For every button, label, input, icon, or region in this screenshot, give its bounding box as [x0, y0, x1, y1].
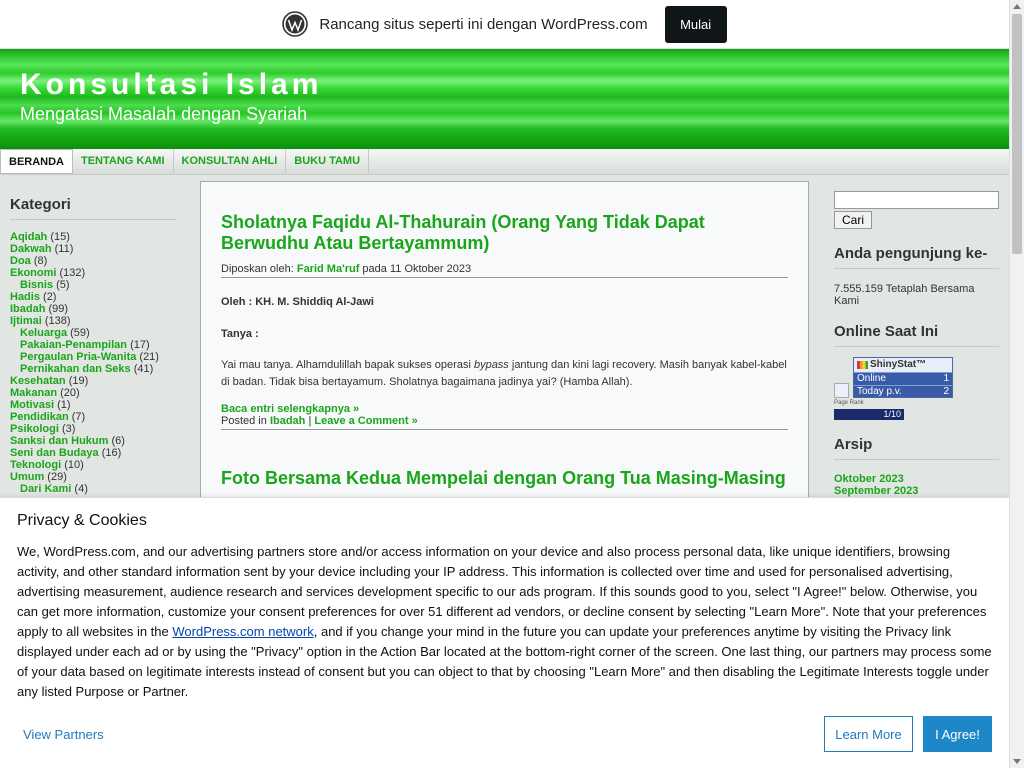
category-item — [10, 267, 176, 279]
category-count: (5) — [56, 279, 70, 291]
category-count: (59) — [70, 327, 90, 339]
pagerank-badge[interactable] — [834, 400, 904, 420]
category-item — [10, 291, 176, 303]
category-link[interactable]: Bisnis — [20, 279, 54, 291]
start-button[interactable]: Mulai — [665, 6, 727, 43]
archive-link-september-2023[interactable]: September 2023 — [834, 485, 919, 497]
category-item — [10, 423, 176, 435]
scroll-down-arrow-icon[interactable] — [1013, 759, 1021, 764]
category-link[interactable]: Motivasi — [10, 399, 55, 411]
cookie-title: Privacy & Cookies — [17, 512, 147, 529]
category-item — [10, 363, 176, 375]
category-item — [10, 375, 176, 387]
read-more-link[interactable]: Baca entri selengkapnya » — [221, 403, 360, 415]
right-sidebar — [834, 191, 999, 497]
category-item — [10, 483, 176, 495]
category-link[interactable]: Keluarga — [20, 327, 68, 339]
pagerank-value: 1/10 — [834, 409, 904, 420]
post-date: 11 Oktober 2023 — [389, 263, 472, 275]
search-input[interactable] — [834, 191, 999, 209]
category-item — [10, 351, 176, 363]
category-link[interactable]: Pernikahan dan Seks — [20, 363, 131, 375]
post-title-2[interactable]: Foto Bersama Kedua Mempelai dengan Orang Tua Masing-Masing — [221, 468, 786, 488]
meta-mid: pada — [362, 263, 387, 275]
wordpress-network-link[interactable]: WordPress.com network — [172, 624, 314, 639]
category-item — [10, 411, 176, 423]
category-count: (20) — [60, 387, 80, 399]
post-author-link[interactable]: Farid Ma'ruf — [296, 263, 360, 275]
category-count: (16) — [101, 447, 122, 459]
page-scrollbar[interactable] — [1009, 0, 1024, 768]
post-title[interactable]: Sholatnya Faqidu Al-Thahurain (Orang Yang Tidak Dapat Berwudhu Atau Bertayammum) — [221, 212, 705, 253]
category-count: (17) — [130, 339, 150, 351]
counter-brand: ShinyStat™ — [870, 359, 927, 370]
category-count: (21) — [139, 351, 159, 363]
counter-today-value: 2 — [943, 386, 949, 397]
category-item — [10, 231, 176, 243]
counter-online-label: Online — [857, 373, 886, 384]
category-link[interactable]: Teknologi — [10, 459, 62, 471]
post-meta — [221, 263, 788, 278]
post-excerpt — [221, 357, 788, 391]
footer-separator: | — [308, 415, 312, 427]
category-count: (2) — [43, 291, 57, 303]
nav-item-buku-tamu[interactable]: BUKU TAMU — [286, 149, 369, 174]
category-count: (1) — [57, 399, 71, 411]
category-widget-title: Kategori — [10, 196, 176, 220]
visitor-widget-title: Anda pengunjung ke- — [834, 245, 999, 269]
excerpt-part-2: jantung dan kini lagi recovery. Masih banyak kabel-kabel di badan. Tidak bisa bertayamum. Sholatnya bagaimana jadinya yai? (Hamba Allah). — [221, 359, 787, 388]
shinystat-counter[interactable] — [853, 357, 953, 398]
category-link[interactable]: Ijtimai — [10, 315, 42, 327]
nav-item-beranda[interactable]: BERANDA — [0, 149, 73, 174]
pagerank-label: Page Rank — [834, 400, 864, 406]
main-content — [200, 181, 809, 511]
category-link[interactable]: Sanksi dan Hukum — [10, 435, 109, 447]
post-footer — [221, 415, 788, 430]
category-link[interactable]: Aqidah — [10, 231, 48, 243]
category-count: (15) — [50, 231, 70, 243]
bar-chart-icon — [857, 361, 868, 369]
wordpress-promo-bar — [0, 0, 1009, 49]
category-item — [10, 339, 176, 351]
visitor-count-text: 7.555.159 Tetaplah Bersama Kami — [834, 283, 975, 307]
category-link[interactable]: Umum — [10, 471, 45, 483]
category-item — [10, 255, 176, 267]
online-widget-title: Online Saat Ini — [834, 323, 999, 347]
category-item — [10, 387, 176, 399]
category-count: (7) — [71, 411, 86, 423]
cookie-text-2: , and if you change your mind in the future you can update your preferences anytime by visiting the Privacy link displayed under each ad or by using the "Privacy" option in the Action Bar located at the bottom-right corner of the screen. One last thing, our partners may process some of your data based on legitimate interests instead of consent but you can object to that by choosing "Learn More" and then disabling the Legitimate Interests toggle under any listed Purpose or Partner. — [17, 624, 992, 699]
archive-widget-title: Arsip — [834, 436, 999, 460]
category-item — [10, 315, 176, 327]
post-question-label: Tanya : — [221, 328, 259, 340]
category-link[interactable]: Kesehatan — [10, 375, 66, 387]
category-link[interactable]: Ekonomi — [10, 267, 57, 279]
category-count: (11) — [54, 243, 74, 255]
post-category-link[interactable]: Ibadah — [269, 415, 306, 427]
excerpt-part-1: Yai mau tanya. Alhamdulillah bapak sukses operasi — [221, 359, 474, 371]
posted-in-label: Posted in — [221, 415, 267, 427]
category-link[interactable]: Dari Kami — [20, 483, 72, 495]
main-nav — [0, 149, 1009, 175]
category-count: (29) — [47, 471, 67, 483]
category-item — [10, 459, 176, 471]
site-header — [0, 49, 1009, 149]
category-link[interactable]: Doa — [10, 255, 31, 267]
category-link[interactable]: Makanan — [10, 387, 58, 399]
category-link[interactable]: Hadis — [10, 291, 40, 303]
privacy-cookie-banner — [0, 497, 1009, 768]
category-count: (8) — [33, 255, 48, 267]
category-item — [10, 303, 176, 315]
scroll-up-arrow-icon[interactable] — [1013, 4, 1021, 9]
nav-item-konsultan-ahli[interactable]: KONSULTAN AHLI — [174, 149, 287, 174]
category-link[interactable]: Seni dan Budaya — [10, 447, 99, 459]
category-item — [10, 327, 176, 339]
agree-button[interactable]: I Agree! — [923, 716, 992, 752]
excerpt-italic: bypass — [473, 359, 509, 371]
left-sidebar — [10, 196, 176, 495]
scroll-thumb[interactable] — [1012, 14, 1022, 254]
archive-link-oktober-2023[interactable]: Oktober 2023 — [834, 473, 904, 485]
category-item — [10, 471, 176, 483]
category-count: (19) — [68, 375, 89, 387]
meta-prefix: Diposkan oleh: — [221, 263, 294, 275]
view-partners-link[interactable]: View Partners — [23, 727, 104, 742]
category-item — [10, 243, 176, 255]
leave-comment-link[interactable]: Leave a Comment » — [314, 415, 418, 427]
category-count: (138) — [44, 315, 71, 327]
category-link[interactable]: Pergaulan Pria-Wanita — [20, 351, 137, 363]
category-link[interactable]: Dakwah — [10, 243, 52, 255]
cookie-text-1: We, WordPress.com, and our advertising partners store and/or access information on your device and also process personal data, like unique identifiers, browsing activity, and other standard information sent by your device including your IP address. This information is collected over time and used for personalised advertising, advertising measurement, audience research and services development specific to our ads program. If this sounds good to you, select "I Agree!" below. Otherwise, you can get more information, customize your consent preferences for over 51 different ad vendors, or decline consent by selecting "Learn More". Note that your preferences apply to all websites in the — [17, 544, 987, 639]
counter-today-label: Today p.v. — [857, 386, 902, 397]
category-item — [10, 399, 176, 411]
nav-item-tentang-kami[interactable]: TENTANG KAMI — [73, 149, 174, 174]
broken-image-icon — [834, 383, 849, 398]
category-count: (10) — [64, 459, 84, 471]
search-button[interactable]: Cari — [834, 211, 872, 229]
category-count: (41) — [133, 363, 154, 375]
category-count: (132) — [59, 267, 86, 279]
category-link[interactable]: Psikologi — [10, 423, 59, 435]
category-list — [10, 231, 176, 495]
post-byline: Oleh : KH. M. Shiddiq Al-Jawi — [221, 296, 374, 308]
promo-text: Rancang situs seperti ini dengan WordPress.com — [319, 15, 648, 33]
category-link[interactable]: Pakaian-Penampilan — [20, 339, 127, 351]
counter-online-value: 1 — [943, 373, 949, 384]
site-description: Mengatasi Masalah dengan Syariah — [20, 104, 308, 124]
category-count: (99) — [48, 303, 69, 315]
category-link[interactable]: Ibadah — [10, 303, 46, 315]
category-item — [10, 279, 176, 291]
category-count: (3) — [61, 423, 76, 435]
category-link[interactable]: Pendidikan — [10, 411, 69, 423]
category-count: (4) — [74, 483, 88, 495]
wordpress-logo-icon — [282, 11, 308, 37]
category-item — [10, 447, 176, 459]
category-item — [10, 435, 176, 447]
site-title[interactable]: Konsultasi Islam — [20, 68, 323, 101]
learn-more-button[interactable]: Learn More — [824, 716, 913, 752]
category-count: (6) — [111, 435, 125, 447]
cookie-text — [17, 542, 992, 702]
